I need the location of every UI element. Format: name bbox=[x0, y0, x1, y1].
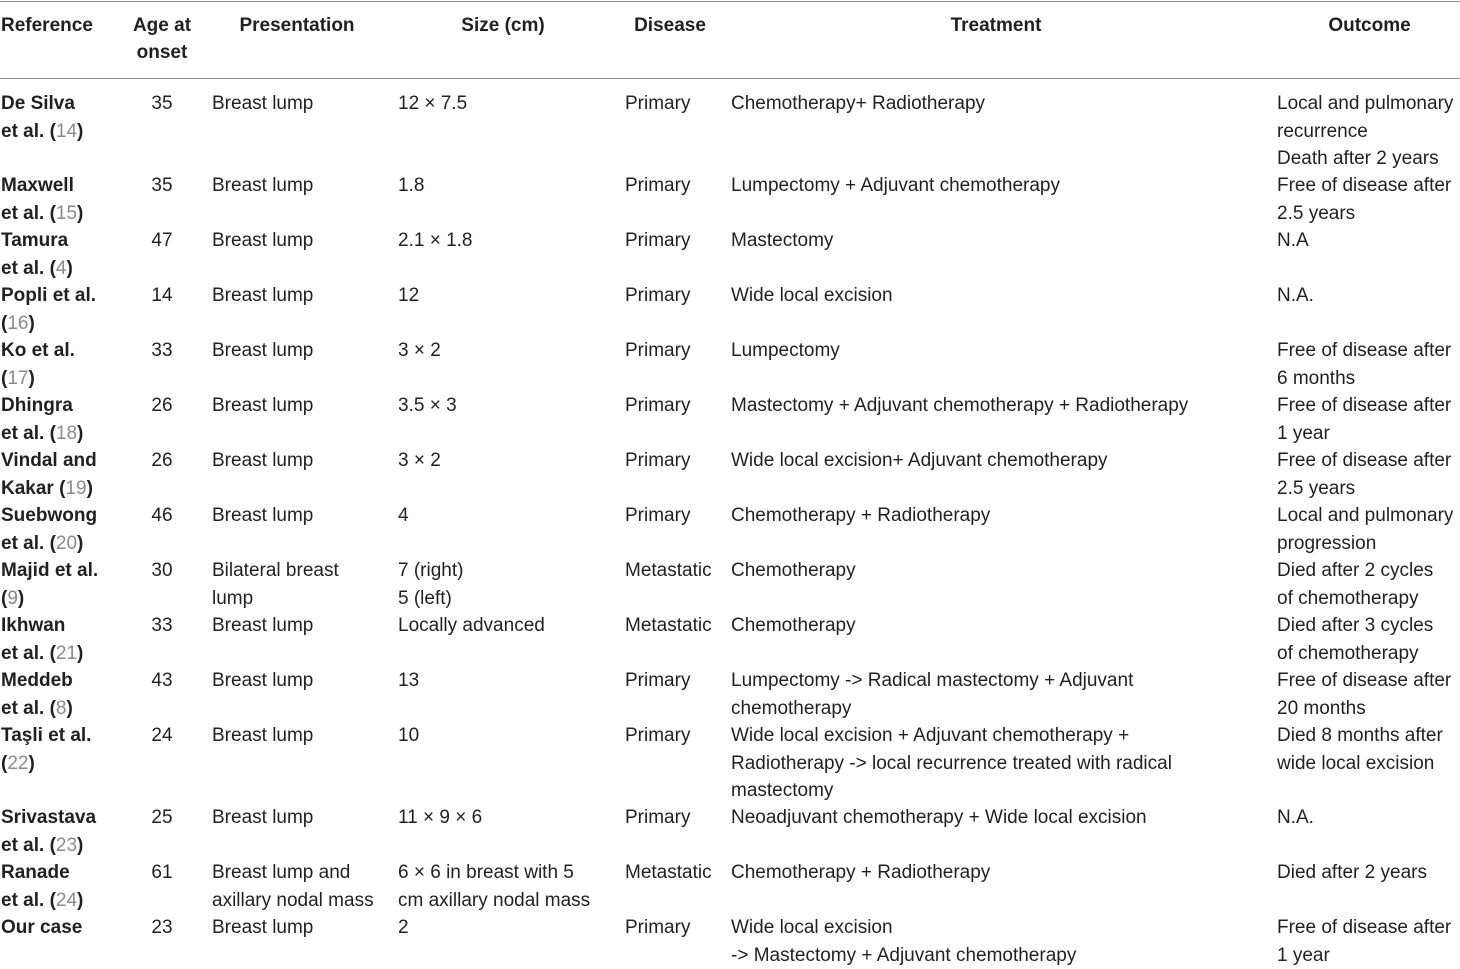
reference-text: Srivastava et al. ( bbox=[1, 807, 97, 856]
reference-close: ) bbox=[66, 257, 73, 279]
cell-presentation: Breast lump bbox=[212, 230, 314, 251]
header-size: Size (cm) bbox=[461, 15, 545, 36]
cell-age: 33 bbox=[151, 615, 173, 636]
cell-disease: Metastatic bbox=[625, 862, 712, 883]
cell-disease: Primary bbox=[625, 340, 691, 361]
cell-treatment: Mastectomy + Adjuvant chemotherapy + Radiotherapy bbox=[731, 395, 1189, 416]
reference-text: Tamura et al. ( bbox=[1, 230, 69, 279]
reference-text: Vindal and Kakar ( bbox=[1, 450, 97, 499]
citation-link[interactable]: 17 bbox=[7, 367, 29, 389]
reference-text: Ikhwan et al. ( bbox=[1, 615, 66, 664]
header-age-at-onset: Age at onset bbox=[132, 15, 192, 63]
reference-text: Ko et al. ( bbox=[1, 340, 75, 389]
cell-outcome: Free of disease after 6 months bbox=[1277, 340, 1452, 389]
cell-age: 33 bbox=[151, 340, 173, 361]
table-header bbox=[0, 12, 1460, 72]
cell-outcome: Free of disease after 2.5 years bbox=[1277, 450, 1452, 499]
cell-size: 7 (right) 5 (left) bbox=[398, 560, 464, 609]
cell-presentation: Breast lump bbox=[212, 285, 314, 306]
cell-reference bbox=[1, 667, 121, 722]
cell-outcome: N.A bbox=[1277, 230, 1309, 251]
cell-outcome: Free of disease after 1 year bbox=[1277, 395, 1452, 444]
cell-disease: Primary bbox=[625, 505, 691, 526]
cell-size: 2.1 × 1.8 bbox=[398, 230, 473, 251]
reference-close: ) bbox=[77, 642, 84, 664]
cell-presentation: Breast lump bbox=[212, 93, 314, 114]
citation-link[interactable]: 19 bbox=[65, 477, 87, 499]
cell-outcome: Died after 2 cycles of chemotherapy bbox=[1277, 560, 1434, 609]
cell-presentation: Bilateral breast lump bbox=[212, 560, 339, 609]
reference-close: ) bbox=[17, 587, 25, 609]
cell-size: 6 × 6 in breast with 5 cm axillary nodal mass bbox=[398, 862, 591, 911]
cell-age: 24 bbox=[151, 725, 173, 746]
cell-age: 30 bbox=[151, 560, 173, 581]
table-top-rule bbox=[0, 1, 1460, 2]
cell-reference bbox=[1, 722, 121, 777]
reference-text: Popli et al. ( bbox=[1, 285, 97, 334]
header-disease: Disease bbox=[634, 15, 706, 36]
cell-reference bbox=[1, 227, 121, 282]
cell-presentation: Breast lump bbox=[212, 807, 314, 828]
cell-reference bbox=[1, 172, 121, 227]
cell-age: 26 bbox=[151, 395, 173, 416]
cell-treatment: Lumpectomy bbox=[731, 340, 840, 361]
reference-close: ) bbox=[28, 367, 35, 389]
cell-outcome: N.A. bbox=[1277, 807, 1314, 828]
reference-text: Our case bbox=[1, 917, 83, 938]
citation-link[interactable]: 15 bbox=[55, 202, 78, 224]
citation-link[interactable]: 14 bbox=[55, 120, 78, 142]
cell-presentation: Breast lump and axillary nodal mass bbox=[212, 862, 374, 911]
cell-treatment: Wide local excision -> Mastectomy + Adjuvant chemotherapy bbox=[731, 917, 1077, 966]
reference-close: ) bbox=[77, 120, 84, 142]
reference-text: Majid et al. ( bbox=[1, 560, 99, 609]
cell-reference bbox=[1, 392, 121, 447]
citation-link[interactable]: 18 bbox=[55, 422, 78, 444]
cell-disease: Primary bbox=[625, 670, 691, 691]
cell-presentation: Breast lump bbox=[212, 175, 314, 196]
cell-age: 61 bbox=[151, 862, 173, 883]
cell-size: 3.5 × 3 bbox=[398, 395, 457, 416]
citation-link[interactable]: 23 bbox=[55, 834, 78, 856]
reference-text: Maxwell et al. ( bbox=[1, 175, 74, 224]
cell-size: 3 × 2 bbox=[398, 340, 441, 361]
cell-age: 46 bbox=[151, 505, 173, 526]
cell-outcome: Died after 2 years bbox=[1277, 862, 1427, 883]
citation-link[interactable]: 9 bbox=[7, 587, 18, 609]
citation-link[interactable]: 4 bbox=[55, 257, 67, 279]
cell-disease: Primary bbox=[625, 450, 691, 471]
cell-outcome: Local and pulmonary progression bbox=[1277, 505, 1454, 554]
cell-size: 10 bbox=[398, 725, 420, 746]
cell-reference bbox=[1, 90, 121, 145]
cell-age: 35 bbox=[151, 93, 173, 114]
cell-outcome: Free of disease after 20 months bbox=[1277, 670, 1452, 719]
cell-treatment: Neoadjuvant chemotherapy + Wide local excision bbox=[731, 807, 1147, 828]
cell-size: 12 bbox=[398, 285, 420, 306]
cell-presentation: Breast lump bbox=[212, 395, 314, 416]
cell-outcome: Free of disease after 1 year bbox=[1277, 917, 1452, 966]
cell-age: 14 bbox=[151, 285, 173, 306]
cell-disease: Primary bbox=[625, 285, 691, 306]
citation-link[interactable]: 24 bbox=[55, 889, 78, 911]
cell-disease: Metastatic bbox=[625, 560, 712, 581]
reference-text: Dhingra et al. ( bbox=[1, 395, 73, 444]
cell-treatment: Chemotherapy bbox=[731, 615, 856, 636]
cell-treatment: Wide local excision bbox=[731, 285, 893, 306]
cell-outcome: Died 8 months after wide local excision bbox=[1277, 725, 1443, 774]
reference-close: ) bbox=[77, 422, 84, 444]
cell-treatment: Chemotherapy + Radiotherapy bbox=[731, 505, 991, 526]
cell-disease: Primary bbox=[625, 917, 691, 938]
reference-close: ) bbox=[66, 697, 73, 719]
reference-text: Ranade et al. ( bbox=[1, 862, 70, 911]
cell-size: 2 bbox=[398, 917, 409, 938]
cell-presentation: Breast lump bbox=[212, 505, 314, 526]
cell-disease: Primary bbox=[625, 807, 691, 828]
cell-reference bbox=[1, 914, 121, 942]
cell-presentation: Breast lump bbox=[212, 615, 314, 636]
cell-treatment: Mastectomy bbox=[731, 230, 834, 251]
cell-reference bbox=[1, 557, 121, 612]
reference-close: ) bbox=[77, 889, 84, 911]
reference-text: De Silva et al. ( bbox=[1, 93, 75, 142]
cell-reference bbox=[1, 282, 121, 337]
cell-outcome: Free of disease after 2.5 years bbox=[1277, 175, 1452, 224]
cell-disease: Primary bbox=[625, 230, 691, 251]
header-outcome: Outcome bbox=[1328, 15, 1411, 36]
cell-size: 12 × 7.5 bbox=[398, 93, 468, 114]
reference-close: ) bbox=[28, 752, 35, 774]
reference-text: Taşli et al. ( bbox=[1, 725, 92, 774]
cell-age: 47 bbox=[151, 230, 173, 251]
header-treatment: Treatment bbox=[950, 15, 1042, 36]
citation-link[interactable]: 8 bbox=[55, 697, 67, 719]
reference-text: Meddeb et al. ( bbox=[1, 670, 73, 719]
cell-age: 43 bbox=[151, 670, 173, 691]
cell-reference bbox=[1, 447, 121, 502]
cell-age: 26 bbox=[151, 450, 173, 471]
cell-treatment: Chemotherapy+ Radiotherapy bbox=[731, 93, 986, 114]
cell-disease: Metastatic bbox=[625, 615, 712, 636]
cell-treatment: Wide local excision+ Adjuvant chemotherapy bbox=[731, 450, 1108, 471]
cell-outcome: Died after 3 cycles of chemotherapy bbox=[1277, 615, 1434, 664]
cell-age: 25 bbox=[151, 807, 173, 828]
cell-size: 1.8 bbox=[398, 175, 425, 196]
cell-size: 3 × 2 bbox=[398, 450, 441, 471]
cell-reference bbox=[1, 612, 121, 667]
cell-disease: Primary bbox=[625, 395, 691, 416]
cell-presentation: Breast lump bbox=[212, 450, 314, 471]
cell-presentation: Breast lump bbox=[212, 670, 314, 691]
header-reference: Reference bbox=[1, 15, 93, 36]
cell-age: 23 bbox=[151, 917, 173, 938]
cell-disease: Primary bbox=[625, 93, 691, 114]
cell-treatment: Chemotherapy + Radiotherapy bbox=[731, 862, 991, 883]
cell-reference bbox=[1, 859, 121, 914]
cell-disease: Primary bbox=[625, 175, 691, 196]
cell-reference bbox=[1, 804, 121, 859]
reference-close: ) bbox=[28, 312, 35, 334]
cell-outcome: Local and pulmonary recurrence Death after 2 years bbox=[1277, 93, 1454, 169]
citation-link[interactable]: 21 bbox=[55, 642, 78, 664]
header-rule bbox=[0, 78, 1460, 79]
cell-size: 13 bbox=[398, 670, 420, 691]
reference-close: ) bbox=[86, 477, 93, 499]
cell-treatment: Lumpectomy + Adjuvant chemotherapy bbox=[731, 175, 1060, 196]
reference-close: ) bbox=[77, 532, 84, 554]
citation-link[interactable]: 22 bbox=[7, 752, 29, 774]
cell-size: Locally advanced bbox=[398, 615, 545, 636]
cell-size: 11 × 9 × 6 bbox=[398, 807, 483, 828]
cell-treatment: Wide local excision + Adjuvant chemotherapy + Radiotherapy -> local recurrence treated with radical mastectomy bbox=[731, 725, 1172, 801]
header-presentation: Presentation bbox=[239, 15, 355, 36]
cell-outcome: N.A. bbox=[1277, 285, 1314, 306]
citation-link[interactable]: 20 bbox=[55, 532, 78, 554]
reference-close: ) bbox=[77, 834, 84, 856]
citation-link[interactable]: 16 bbox=[7, 312, 29, 334]
cell-presentation: Breast lump bbox=[212, 917, 314, 938]
cell-size: 4 bbox=[398, 505, 409, 526]
cell-reference bbox=[1, 502, 121, 557]
reference-close: ) bbox=[77, 202, 84, 224]
cell-reference bbox=[1, 337, 121, 392]
reference-text: Suebwong et al. ( bbox=[1, 505, 98, 554]
cell-treatment: Chemotherapy bbox=[731, 560, 856, 581]
cell-presentation: Breast lump bbox=[212, 340, 314, 361]
cell-age: 35 bbox=[151, 175, 173, 196]
cell-presentation: Breast lump bbox=[212, 725, 314, 746]
cell-disease: Primary bbox=[625, 725, 691, 746]
cell-treatment: Lumpectomy -> Radical mastectomy + Adjuvant chemotherapy bbox=[731, 670, 1134, 719]
